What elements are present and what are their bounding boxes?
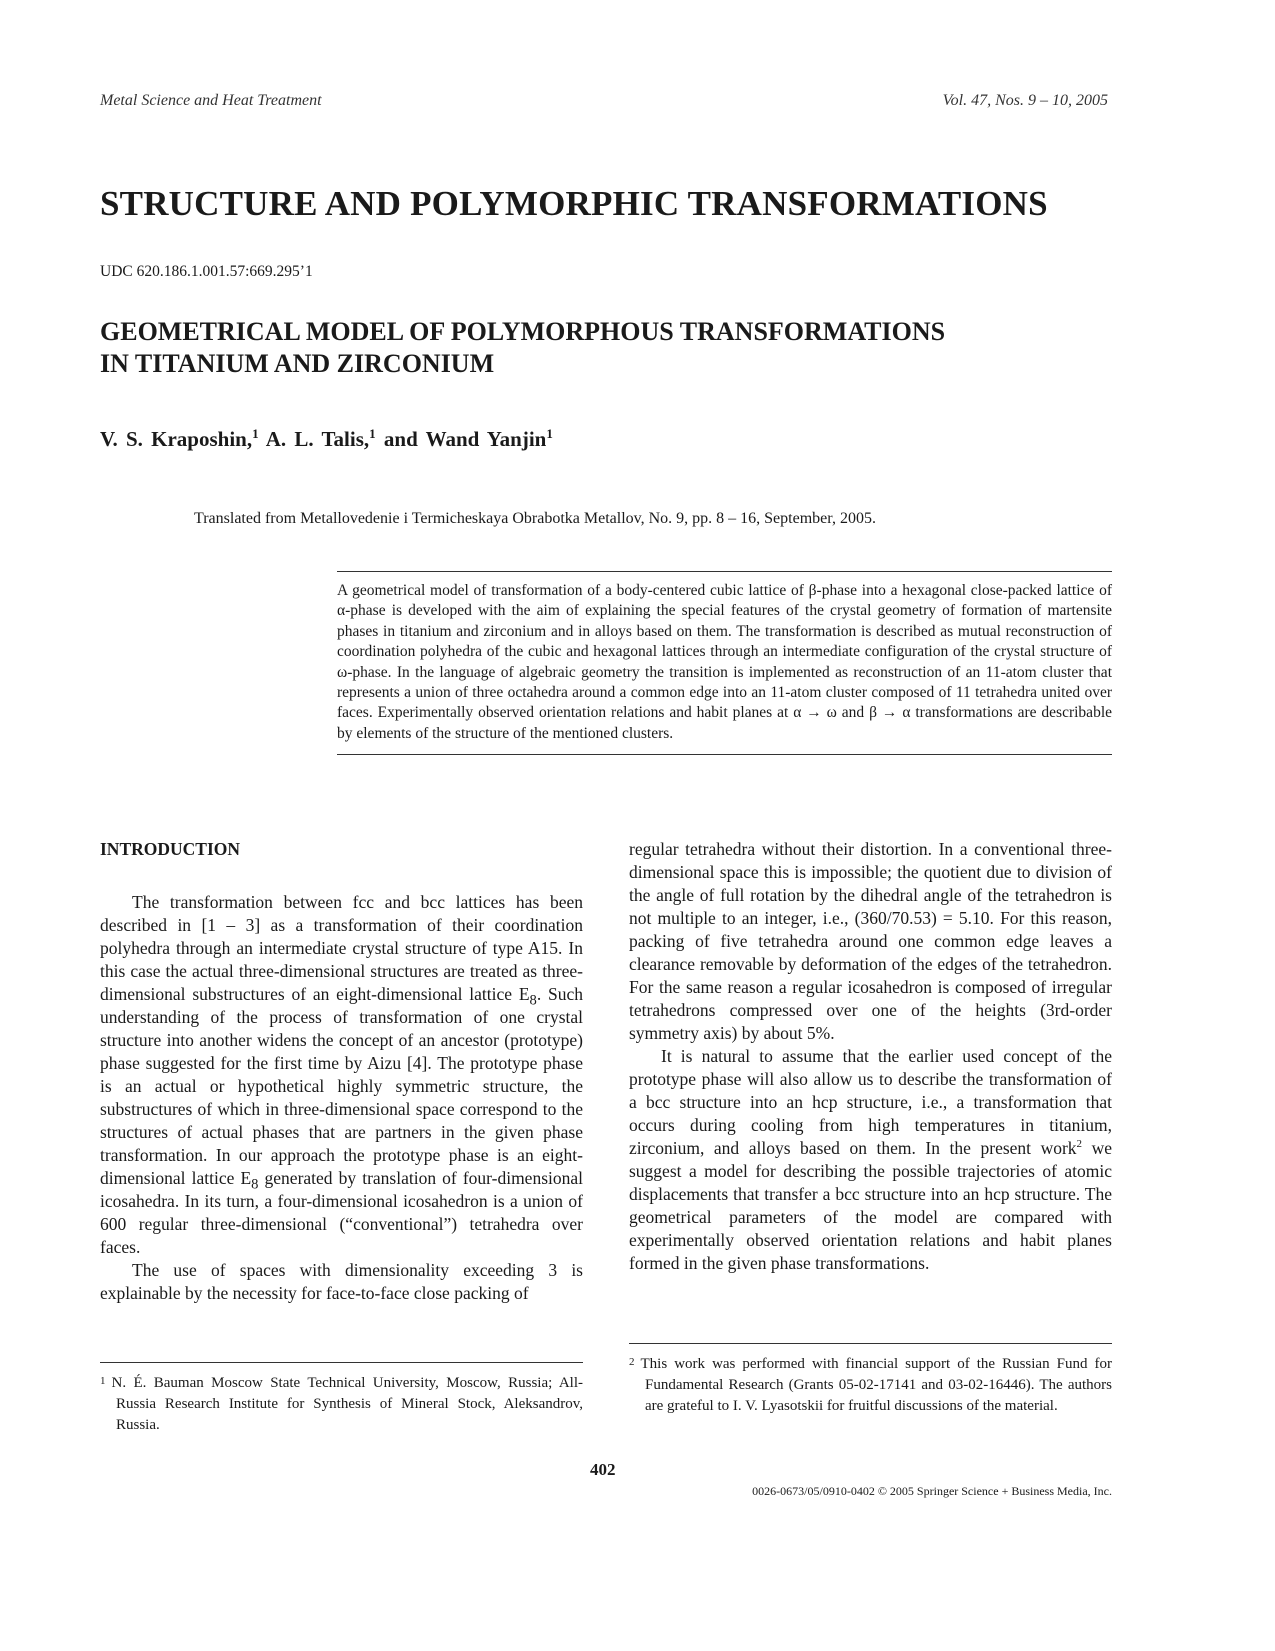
udc-code: UDC 620.186.1.001.57:669.295’1 xyxy=(100,263,313,280)
footnote-number: 2 xyxy=(629,1356,635,1368)
footnote-1 xyxy=(100,1373,583,1436)
intro-p4-part-a: It is natural to assume that the earlier used concept of the prototype phase will also allow us to describe the transformation of a bcc structure into an hcp structure, i.e., a transformation that occurs during cooling from high temperatures in titanium, zirconium, and alloys based on them. In the present work xyxy=(629,1046,1112,1158)
footnote-number: 1 xyxy=(100,1375,106,1387)
intro-p1-part-a: The transformation between fcc and bcc lattices has been described in [1 – 3] as a transformation of their coordination polyhedra through an intermediate crystal structure of type A15. In this case the actual three-dimensional structures are treated as three-dimensional substructures of an eight-dimensional lattice E xyxy=(100,892,583,1004)
abstract-box xyxy=(337,571,1112,755)
footnote-mark: 2 xyxy=(1076,1138,1083,1151)
author-list xyxy=(100,427,553,452)
abstract-text: A geometrical model of transformation of a body-centered cubic lattice of β-phase into a hexagonal close-packed lattice of α-phase is developed with the aim of explaining the special features of the crystal geometry of formation of martensite phases in titanium and zirconium and in alloys based on them. The transformation is described as mutual reconstruction of coordination polyhedra of the cubic and hexagonal lattices through an intermediate configuration of the crystal structure of ω-phase. In the language of algebraic geometry the transition is implemented as reconstruction of an 11-atom cluster that represents a union of three octahedra around a common edge into an 11-atom cluster composed of 11 tetrahedra united over faces. Experimentally observed orientation relations and habit planes at α → ω and β → α transformations are describable by elements of the structure of the mentioned clusters. xyxy=(337,582,1112,742)
intro-p1-part-b: . Such understanding of the process of transformation of one crystal structure into another widens the concept of an ancestor (prototype) phase suggested for the first time by Aizu [4]. The prototype phase is an actual or hypothetical highly symmetric structure, the substructures of which in three-dimensional space correspond to the structures of actual phases that are partners in the given phase transformation. In our approach the prototype phase is an eight-dimensional lattice E xyxy=(100,984,583,1188)
introduction-heading: INTRODUCTION xyxy=(100,839,241,859)
affiliation-mark: 1 xyxy=(369,426,376,441)
subscript-8: 8 xyxy=(251,1176,259,1193)
intro-paragraph-3: regular tetrahedra without their distortion. In a conventional three-dimensional space this is impossible; the quotient due to division of the angle of full rotation by the dihedral angle of the tetrahedron is not multiple to an integer, i.e., (360/70.53) = 5.10. For this reason, packing of five tetrahedra around one common edge leaves a clearance removable by deformation of the edges of the tetrahedron. For the same reason a regular icosahedron is composed of irregular tetrahedrons compressed over one of the heights (3rd-order symmetry axis) by about 5%. xyxy=(629,839,1112,1043)
author-1: V. S. Kraposhin, xyxy=(100,427,253,451)
right-column xyxy=(629,838,1112,1275)
intro-paragraph-1 xyxy=(100,891,583,1259)
volume-info: Vol. 47, Nos. 9 – 10, 2005 xyxy=(942,92,1108,109)
author-3: and Wand Yanjin xyxy=(383,427,547,451)
intro-paragraph-2: The use of spaces with dimensionality exceeding 3 is explainable by the necessity for face-to-face close packing of xyxy=(100,1260,583,1303)
section-title: STRUCTURE AND POLYMORPHIC TRANSFORMATIONS xyxy=(100,184,1048,223)
intro-p1-part-c: generated by translation of four-dimensional icosahedra. In its turn, a four-dimensional icosahedron is a union of 600 regular three-dimensional (“conventional”) tetrahedra over faces. xyxy=(100,1168,583,1257)
intro-p4-part-b: we suggest a model for describing the possible trajectories of atomic displacements that transfer a bcc structure into an hcp structure. The geometrical parameters of the model are compared with experimentally observed orientation relations and habit planes formed in the given phase transformations. xyxy=(629,1138,1113,1273)
affiliation-mark: 1 xyxy=(546,426,553,441)
paper-title-line-1: GEOMETRICAL MODEL OF POLYMORPHOUS TRANSFORMATIONS xyxy=(100,317,946,346)
journal-name: Metal Science and Heat Treatment xyxy=(100,92,322,109)
paper-title xyxy=(100,316,1100,380)
footnote-divider-left xyxy=(100,1362,583,1363)
left-column xyxy=(100,838,583,1305)
translation-note: Translated from Metallovedenie i Termicheskaya Obrabotka Metallov, No. 9, pp. 8 – 16, September, 2005. xyxy=(194,510,876,527)
affiliation-mark: 1 xyxy=(252,426,259,441)
copyright-line: 0026-0673/05/0910-0402 © 2005 Springer Science + Business Media, Inc. xyxy=(752,1484,1112,1498)
author-2: A. L. Talis, xyxy=(265,427,370,451)
footnote-2 xyxy=(629,1354,1112,1417)
page-number: 402 xyxy=(590,1460,616,1479)
footnote-2-text: This work was performed with financial support of the Russian Fund for Fundamental Research (Grants 05-02-17141 and 03-02-16446). The authors are grateful to I. V. Lyasotskii for fruitful discussions of the material. xyxy=(640,1356,1112,1414)
paper-title-line-2: IN TITANIUM AND ZIRCONIUM xyxy=(100,349,495,378)
intro-paragraph-4 xyxy=(629,1045,1112,1275)
subscript-8: 8 xyxy=(529,992,537,1009)
footnote-divider-right xyxy=(629,1343,1112,1344)
footnote-1-text: N. É. Bauman Moscow State Technical University, Moscow, Russia; All-Russia Research Institute for Synthesis of Mineral Stock, Aleksandrov, Russia. xyxy=(111,1375,583,1433)
